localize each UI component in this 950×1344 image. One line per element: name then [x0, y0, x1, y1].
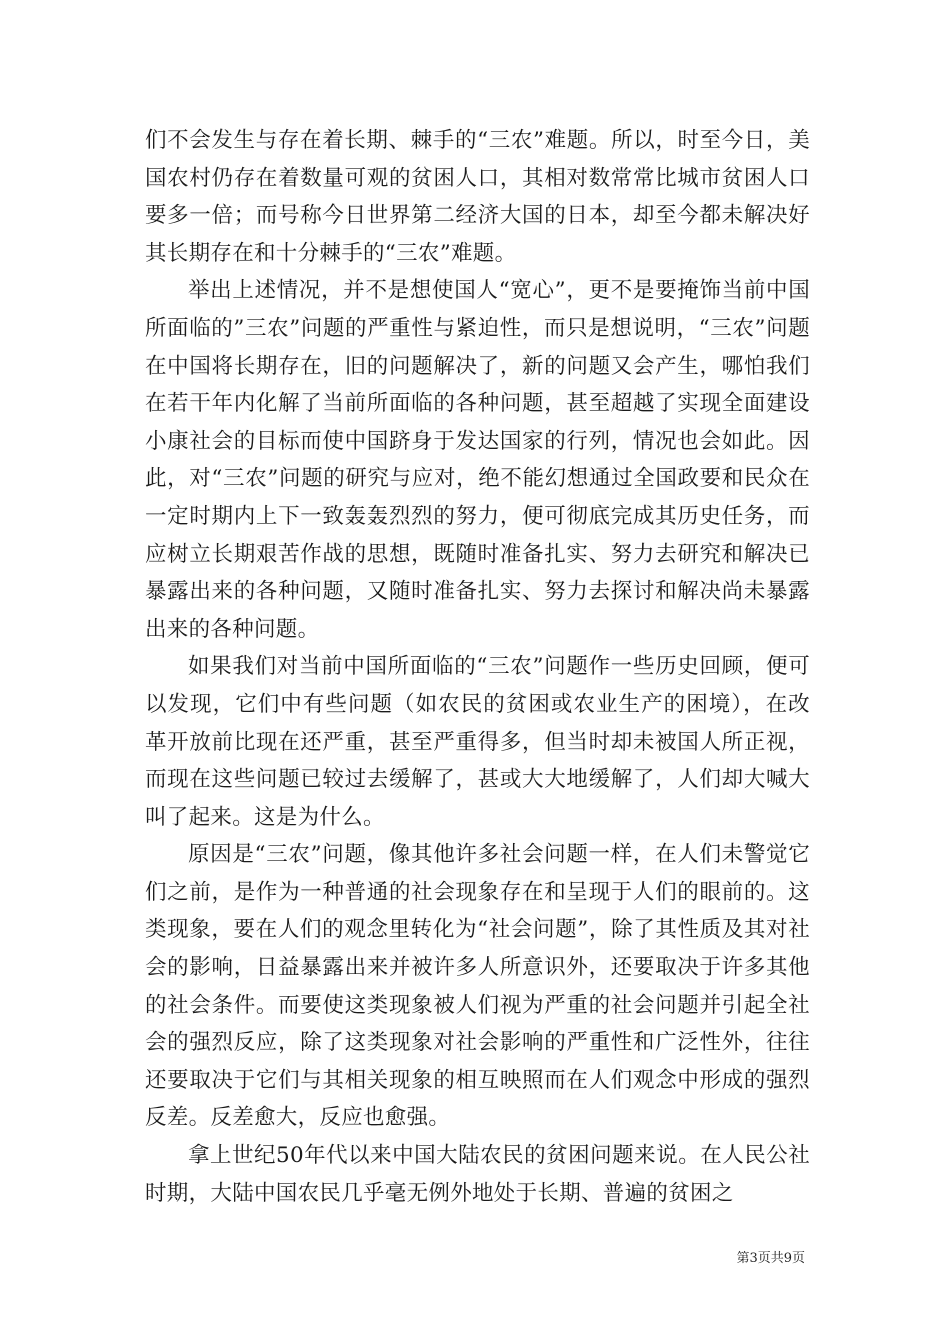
paragraph-1: 们不会发生与存在着长期、棘手的“三农”难题。所以，时至今日，美国农村仍存在着数量可观的贫困人口，其相对数常常比城市贫困人口要多一倍；而号称今日世界第二经济大国的日本，却至今都未解决好其长期存在和十分棘手的“三农”难题。: [145, 128, 810, 266]
document-body: [145, 122, 810, 1212]
paragraph-2: 举出上述情况，并不是想使国人“宽心”，更不是要掩饰当前中国所面临的”三农”问题的严重性与紧迫性，而只是想说明，“三农”问题在中国将长期存在，旧的问题解决了，新的问题又会产生，哪怕我们在若干年内化解了当前所面临的各种问题，甚至超越了实现全面建设小康社会的目标而使中国跻身于发达国家的行列，情况也会如此。因此，对“三农”问题的研究与应对，绝不能幻想通过全国政要和民众在一定时期内上下一致轰轰烈烈的努力，便可彻底完成其历史任务，而应树立长期艰苦作战的思想，既随时准备扎实、努力去研究和解决已暴露出来的各种问题，又随时准备扎实、努力去探讨和解决尚未暴露出来的各种问题。: [145, 278, 810, 642]
page-number-footer: 第3页共9页: [736, 1251, 805, 1266]
paragraph-4: 原因是“三农”问题，像其他许多社会问题一样，在人们未警觉它们之前，是作为一种普通的社会现象存在和呈现于人们的眼前的。这类现象，要在人们的观念里转化为“社会问题”，除了其性质及其对社会的影响，日益暴露出来并被许多人所意识外，还要取决于许多其他的社会条件。而要使这类现象被人们视为严重的社会问题并引起全社会的强烈反应，除了这类现象对社会影响的严重性和广泛性外，往往还要取决于它们与其相关现象的相互映照而在人们观念中形成的强烈反差。反差愈大，反应也愈强。: [145, 842, 810, 1131]
paragraph-3: 如果我们对当前中国所面临的“三农”问题作一些历史回顾，便可以发现，它们中有些问题（如农民的贫困或农业生产的困境），在改革开放前比现在还严重，甚至严重得多，但当时却未被国人所正视，而现在这些问题已较过去缓解了，甚或大大地缓解了，人们却大喊大叫了起来。这是为什么。: [145, 654, 810, 830]
paragraph-5: 拿上世纪50年代以来中国大陆农民的贫困问题来说。在人民公社时期，大陆中国农民几乎毫无例外地处于长期、普遍的贫困之: [145, 1143, 810, 1206]
